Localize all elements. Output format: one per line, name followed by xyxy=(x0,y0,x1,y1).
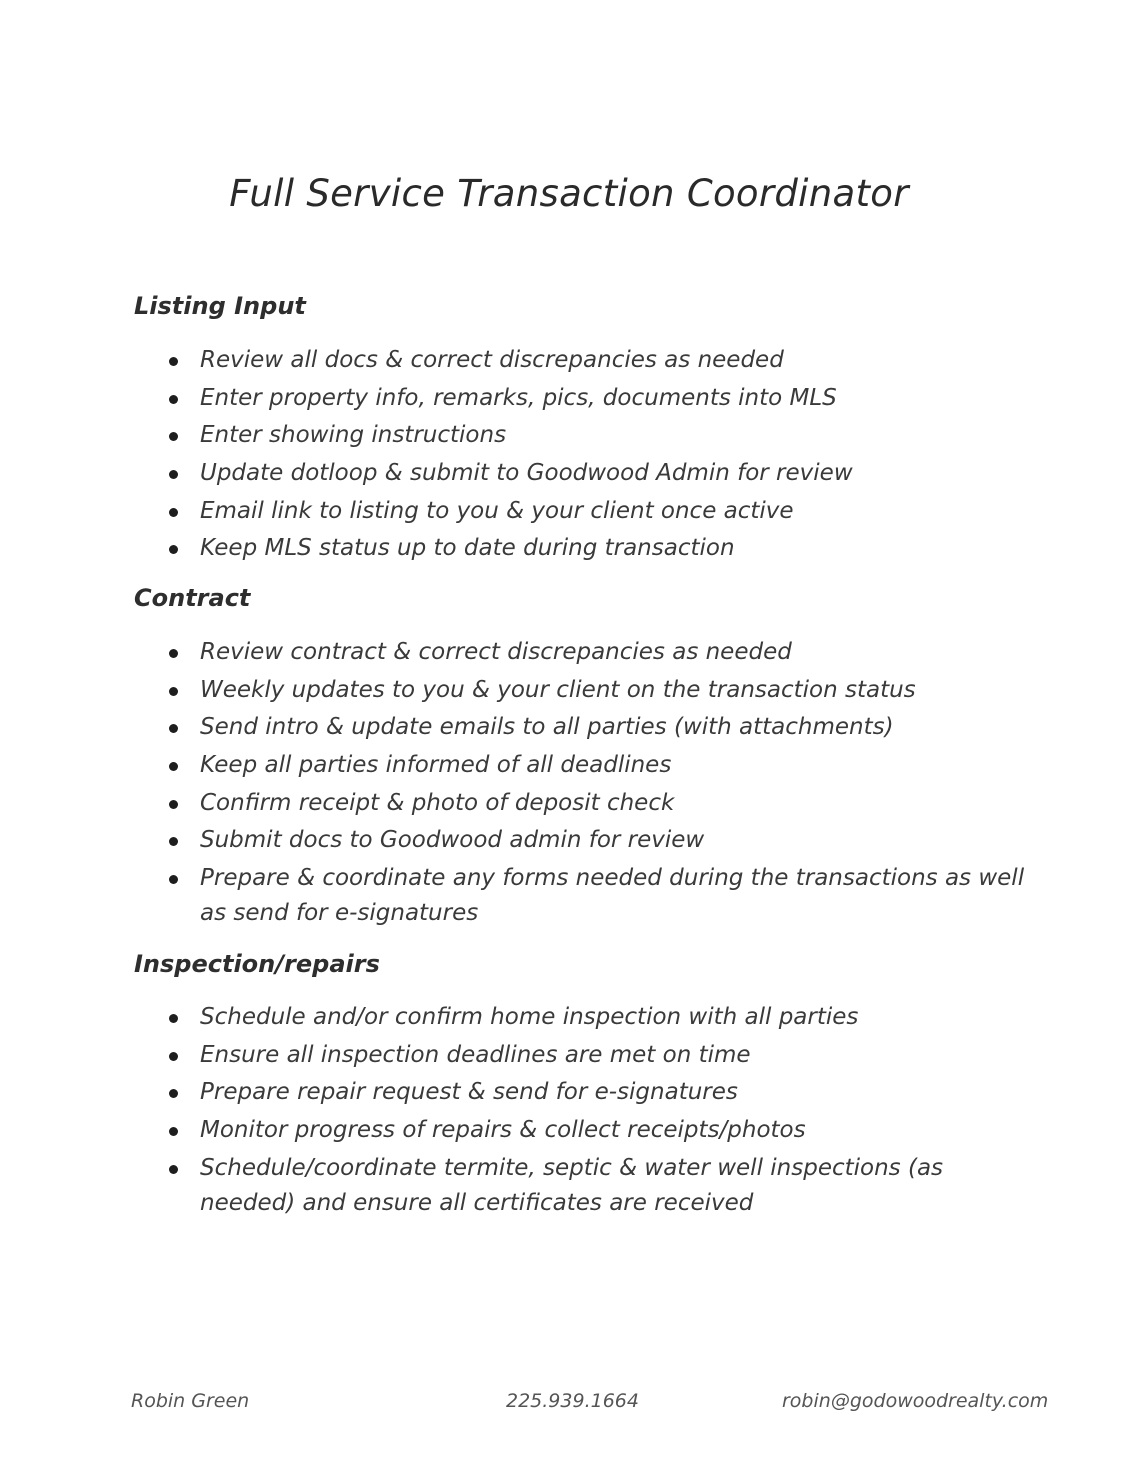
list-item: Ensure all inspection deadlines are met on time xyxy=(166,1038,1026,1073)
list-item: Weekly updates to you & your client on the transaction status xyxy=(166,673,1026,708)
footer-name: Robin Green xyxy=(131,1390,250,1412)
bullet-icon xyxy=(169,357,178,366)
list-item: Update dotloop & submit to Goodwood Admin for review xyxy=(166,456,1026,491)
list-item: Send intro & update emails to all parties (with attachments) xyxy=(166,710,1026,745)
listing-input-list xyxy=(166,343,1026,569)
bullet-icon xyxy=(169,1052,178,1061)
list-item: Keep all parties informed of all deadlines xyxy=(166,748,1026,783)
contract-list xyxy=(166,635,1026,934)
bullet-icon xyxy=(169,762,178,771)
bullet-icon xyxy=(169,545,178,554)
bullet-icon xyxy=(169,649,178,658)
bullet-icon xyxy=(169,508,178,517)
bullet-icon xyxy=(169,1165,178,1174)
bullet-icon xyxy=(169,470,178,479)
list-item: Schedule and/or confirm home inspection with all parties xyxy=(166,1000,1026,1035)
list-item: Confirm receipt & photo of deposit check xyxy=(166,786,1026,821)
list-item: Review contract & correct discrepancies as needed xyxy=(166,635,1026,670)
list-item: Monitor progress of repairs & collect receipts/photos xyxy=(166,1113,1026,1148)
list-item: Review all docs & correct discrepancies as needed xyxy=(166,343,1026,378)
list-item: Email link to listing to you & your client once active xyxy=(166,494,1026,529)
page-title: Full Service Transaction Coordinator xyxy=(229,172,909,215)
inspection-repairs-list xyxy=(166,1000,1026,1223)
list-item: Submit docs to Goodwood admin for review xyxy=(166,823,1026,858)
section-heading-listing-input: Listing Input xyxy=(134,292,306,320)
section-heading-contract: Contract xyxy=(134,584,251,612)
list-item: Enter property info, remarks, pics, documents into MLS xyxy=(166,381,1026,416)
list-item: Enter showing instructions xyxy=(166,418,1026,453)
list-item: Prepare & coordinate any forms needed during the transactions as well as send for e-signatures xyxy=(166,861,1026,931)
bullet-icon xyxy=(169,395,178,404)
bullet-icon xyxy=(169,432,178,441)
bullet-icon xyxy=(169,1089,178,1098)
footer-email: robin@godowoodrealty.com xyxy=(782,1390,1049,1412)
bullet-icon xyxy=(169,687,178,696)
bullet-icon xyxy=(169,724,178,733)
bullet-icon xyxy=(169,837,178,846)
section-heading-inspection-repairs: Inspection/repairs xyxy=(134,950,380,978)
footer-phone: 225.939.1664 xyxy=(506,1390,639,1412)
list-item: Keep MLS status up to date during transaction xyxy=(166,531,1026,566)
list-item: Schedule/coordinate termite, septic & water well inspections (as needed) and ensure all certificates are received xyxy=(166,1151,1026,1221)
bullet-icon xyxy=(169,1127,178,1136)
list-item: Prepare repair request & send for e-signatures xyxy=(166,1075,1026,1110)
bullet-icon xyxy=(169,1014,178,1023)
bullet-icon xyxy=(169,800,178,809)
bullet-icon xyxy=(169,875,178,884)
